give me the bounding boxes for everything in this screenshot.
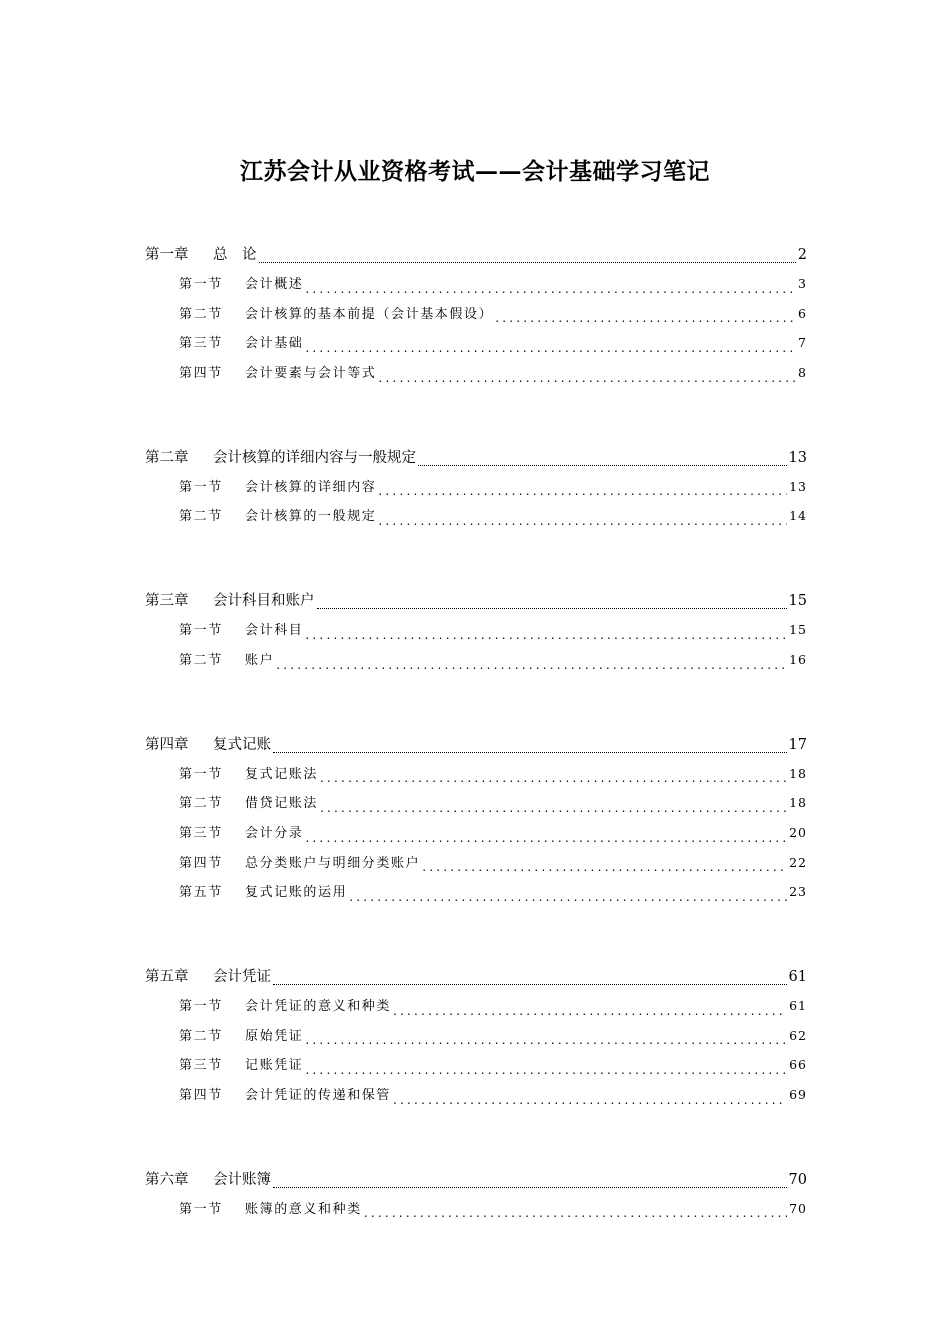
toc-section-row[interactable] (145, 1084, 807, 1114)
toc-chapter-row[interactable] (145, 965, 807, 995)
toc-section-row-page-number: 23 (789, 884, 807, 900)
toc-section-row-title: 会计核算的基本前提（会计基本假设） (245, 306, 494, 322)
toc-section-row[interactable] (145, 792, 807, 822)
toc-chapter-row-page-number: 17 (788, 736, 807, 753)
toc-section-row-title: 账簿的意义和种类 (245, 1201, 362, 1217)
toc-section-row-page-number: 13 (789, 478, 807, 494)
dot-leader (378, 505, 787, 535)
toc-section-row[interactable] (145, 303, 807, 333)
toc-section-row-number: 第二节 (179, 796, 223, 812)
toc-section-row[interactable] (145, 763, 807, 793)
toc-section-row-page-number: 15 (789, 622, 807, 638)
toc-section-row-page-number: 66 (789, 1057, 807, 1073)
toc-section-row-page-number: 18 (789, 795, 807, 811)
toc-section-row[interactable] (145, 332, 807, 362)
toc-chapter-row-page-number: 13 (788, 449, 807, 466)
toc-section-row[interactable] (145, 505, 807, 535)
toc-section-row-title: 账户 (245, 652, 275, 668)
toc-section-row-title: 复式记账的运用 (245, 885, 348, 901)
dot-leader (320, 792, 787, 822)
toc-chapter-row-title: 会计科目和账户 (213, 593, 315, 610)
toc-section-row-number: 第一节 (179, 623, 223, 639)
toc-section-row-number: 第三节 (179, 825, 223, 841)
toc-section-row[interactable] (145, 881, 807, 911)
toc-section-row-page-number: 20 (789, 824, 807, 840)
toc-section-row-title: 会计分录 (245, 825, 304, 841)
toc-section-row[interactable] (145, 1025, 807, 1055)
toc-section-row-page-number: 61 (789, 997, 807, 1013)
toc-section-row-page-number: 62 (789, 1027, 807, 1043)
toc-section-row-page-number: 6 (798, 305, 807, 321)
toc-section-row[interactable] (145, 476, 807, 506)
toc-section-row-title: 会计科目 (245, 623, 304, 639)
toc-chapter-row[interactable] (145, 589, 807, 619)
toc-chapter-row[interactable] (145, 446, 807, 476)
dot-leader (273, 1168, 787, 1198)
dot-leader (320, 763, 787, 793)
toc-chapter (145, 589, 807, 678)
toc-chapter (145, 733, 807, 911)
toc-section-row[interactable] (145, 1198, 807, 1228)
toc-section-row-number: 第一节 (179, 479, 223, 495)
toc-chapter-row-page-number: 15 (788, 593, 807, 610)
toc-section-row-number: 第三节 (179, 336, 223, 352)
toc-section-row-page-number: 18 (789, 765, 807, 781)
toc-chapter (145, 446, 807, 535)
toc-section-row[interactable] (145, 852, 807, 882)
toc-chapter-row-title: 总 论 (213, 247, 257, 263)
toc-section-row[interactable] (145, 1054, 807, 1084)
toc-section-row-number: 第二节 (179, 306, 223, 322)
toc-chapter-row-page-number: 2 (797, 247, 807, 263)
toc-section-row-page-number: 70 (789, 1200, 807, 1216)
toc-section-row-number: 第四节 (179, 855, 223, 871)
toc-section-row-title: 复式记账法 (245, 766, 319, 782)
toc-section-row[interactable] (145, 619, 807, 649)
dot-leader (317, 589, 787, 619)
dot-leader (273, 733, 787, 763)
dot-leader (422, 852, 787, 882)
dot-leader (305, 273, 796, 303)
dot-leader (393, 1084, 787, 1114)
toc-chapter-row[interactable] (145, 243, 807, 273)
toc-chapter-row-title: 复式记账 (213, 736, 271, 753)
toc-section-row-title: 会计基础 (245, 336, 304, 352)
toc-section-row-number: 第二节 (179, 652, 223, 668)
toc-section-row[interactable] (145, 273, 807, 303)
toc-section-row-page-number: 7 (798, 335, 807, 351)
toc-section-row-title: 记账凭证 (245, 1058, 304, 1074)
dot-leader (378, 476, 787, 506)
dot-leader (305, 619, 787, 649)
toc-section-row-title: 会计核算的详细内容 (245, 479, 377, 495)
toc-section-row-title: 会计要素与会计等式 (245, 366, 377, 382)
dot-leader (495, 303, 796, 333)
toc-section-row-number: 第四节 (179, 1088, 223, 1103)
toc-section-row-number: 第五节 (179, 885, 223, 901)
toc-chapter-row-number: 第三章 (145, 593, 189, 610)
dot-leader (364, 1198, 787, 1228)
dot-leader (305, 822, 787, 852)
toc-section-row-number: 第一节 (179, 277, 223, 292)
toc-section-row-page-number: 16 (789, 651, 807, 667)
toc-chapter (145, 243, 807, 392)
dot-leader (276, 649, 787, 679)
toc-section-row-title: 会计概述 (245, 277, 304, 292)
toc-chapter-row[interactable] (145, 733, 807, 763)
toc-section-row-page-number: 22 (789, 854, 807, 870)
toc-chapter (145, 1168, 807, 1228)
toc-chapter-row-page-number: 61 (788, 968, 807, 985)
toc-section-row-number: 第一节 (179, 766, 223, 782)
toc-chapter-row-number: 第四章 (145, 736, 189, 753)
toc-chapter (145, 965, 807, 1114)
toc-section-row[interactable] (145, 362, 807, 392)
toc-section-row[interactable] (145, 649, 807, 679)
toc-section-row-title: 会计凭证的意义和种类 (245, 998, 392, 1014)
dot-leader (305, 1025, 787, 1055)
toc-chapter-row-number: 第一章 (145, 247, 189, 263)
toc-chapter-row-title: 会计凭证 (213, 968, 271, 985)
dot-leader (418, 446, 787, 476)
toc-section-row[interactable] (145, 822, 807, 852)
toc-section-row-page-number: 69 (789, 1087, 807, 1102)
toc-section-row-number: 第四节 (179, 366, 223, 382)
toc-section-row[interactable] (145, 995, 807, 1025)
dot-leader (349, 881, 787, 911)
toc-section-row-title: 借贷记账法 (245, 796, 319, 812)
toc-chapter-row-number: 第五章 (145, 968, 189, 985)
dot-leader (393, 995, 787, 1025)
document-title: 江苏会计从业资格考试——会计基础学习笔记 (240, 158, 710, 185)
dot-leader (305, 1054, 787, 1084)
dot-leader (273, 965, 787, 995)
toc-chapter-row-number: 第六章 (145, 1171, 189, 1188)
toc-chapter-row-page-number: 70 (788, 1171, 807, 1188)
toc-section-row-number: 第三节 (179, 1058, 223, 1074)
toc-section-row-number: 第一节 (179, 1201, 223, 1217)
toc-section-row-number: 第二节 (179, 1028, 223, 1044)
toc-chapter-row[interactable] (145, 1168, 807, 1198)
toc-section-row-number: 第一节 (179, 998, 223, 1014)
toc-section-row-page-number: 3 (798, 276, 807, 291)
toc-section-row-title: 会计凭证的传递和保管 (245, 1088, 392, 1103)
toc-section-row-title: 原始凭证 (245, 1028, 304, 1044)
toc-chapter-row-title: 会计核算的详细内容与一般规定 (213, 449, 416, 466)
dot-leader (378, 362, 796, 392)
toc-section-row-title: 会计核算的一般规定 (245, 509, 377, 525)
toc-section-row-page-number: 14 (789, 508, 807, 524)
dot-leader (259, 243, 796, 273)
toc-section-row-number: 第二节 (179, 509, 223, 525)
toc-section-row-title: 总分类账户与明细分类账户 (245, 855, 421, 871)
table-of-contents (145, 243, 807, 1281)
toc-chapter-row-number: 第二章 (145, 449, 189, 466)
toc-chapter-row-title: 会计账簿 (213, 1171, 271, 1188)
toc-section-row-page-number: 8 (798, 365, 807, 381)
dot-leader (305, 332, 796, 362)
